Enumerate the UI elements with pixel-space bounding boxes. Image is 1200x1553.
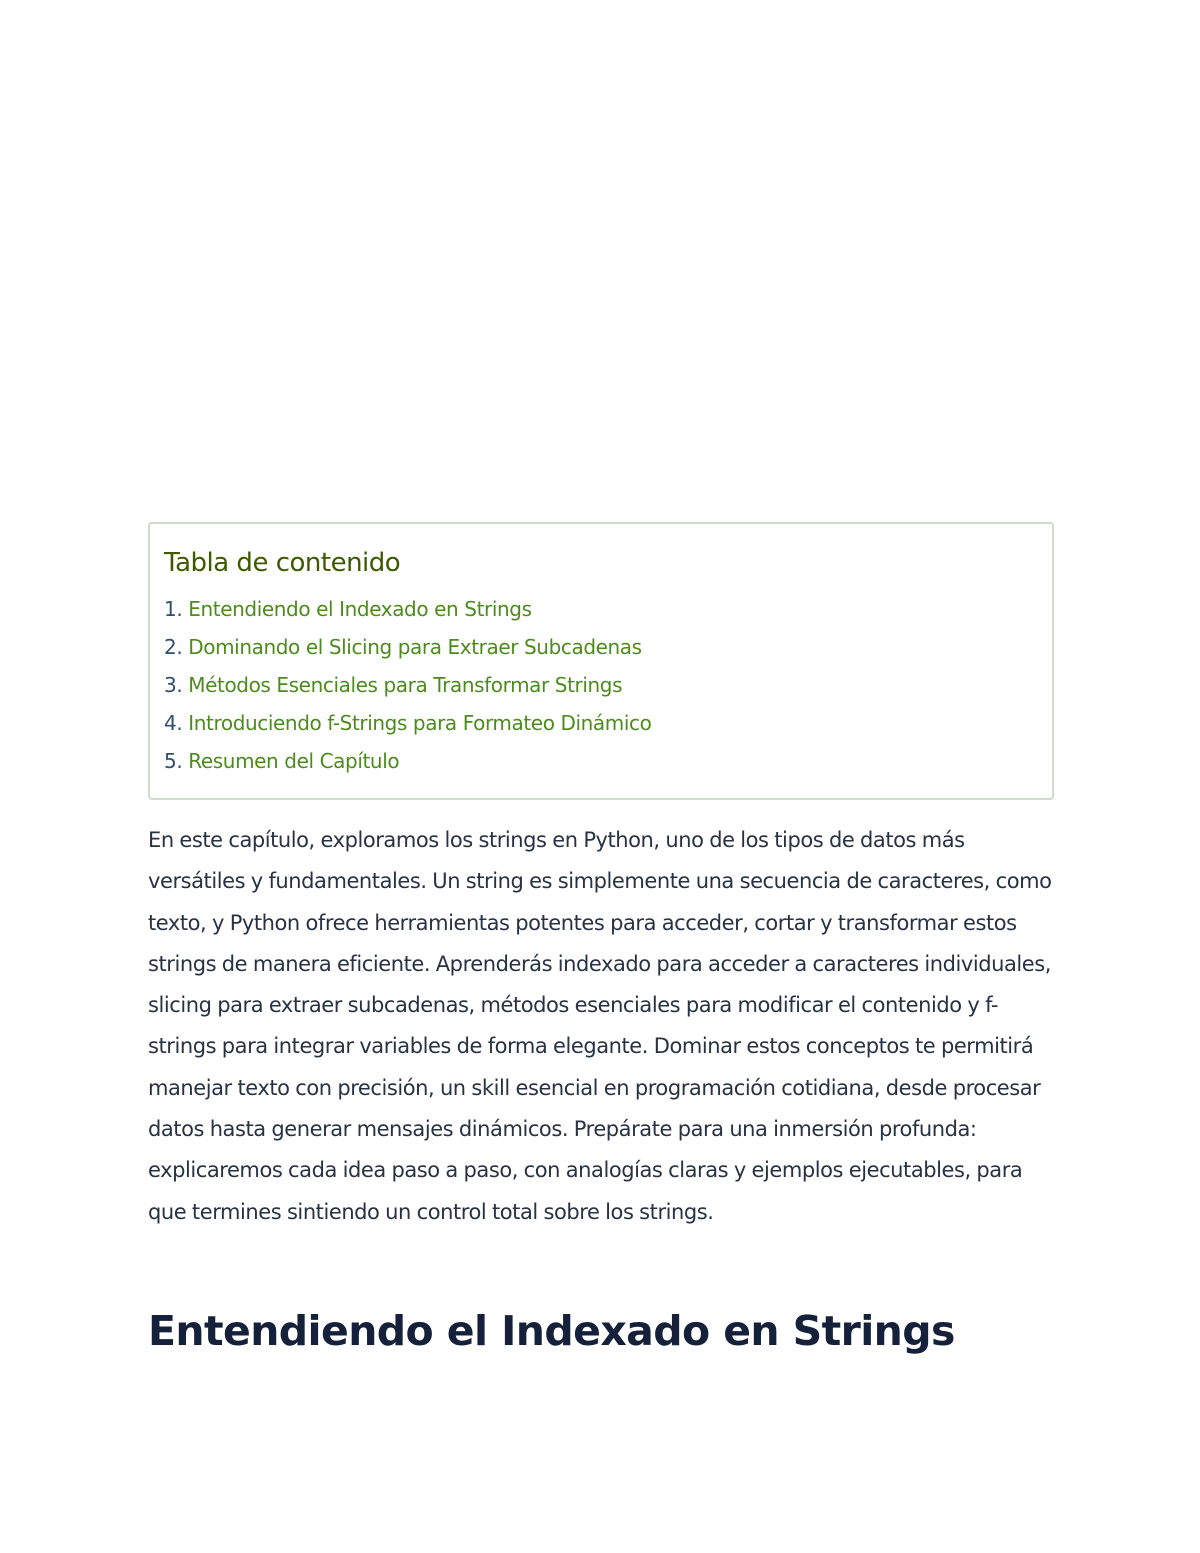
toc-title: Tabla de contenido bbox=[164, 548, 401, 578]
toc-item-number: 4. bbox=[164, 711, 183, 735]
toc-item-4 bbox=[164, 704, 1038, 742]
toc-item-3 bbox=[164, 666, 1038, 704]
toc-link-indexado[interactable]: Entendiendo el Indexado en Strings bbox=[188, 597, 532, 621]
toc-item-number: 2. bbox=[164, 635, 183, 659]
table-of-contents bbox=[148, 522, 1054, 800]
toc-item-2 bbox=[164, 628, 1038, 666]
section-heading: Entendiendo el Indexado en Strings bbox=[148, 1306, 955, 1355]
toc-item-5 bbox=[164, 742, 1038, 780]
intro-paragraph: En este capítulo, exploramos los strings en Python, uno de los tipos de datos más versátiles y fundamentales. Un string es simplemente una secuencia de caracteres, como texto, y Python ofrece herramientas potentes para acceder, cortar y transformar estos strings de manera eficiente. Aprenderás indexado para acceder a caracteres individuales, slicing para extraer subcadenas, métodos esenciales para modificar el contenido y f-strings para integrar variables de forma elegante. Dominar estos conceptos te permitirá manejar texto con precisión, un skill esencial en programación cotidiana, desde procesar datos hasta generar mensajes dinámicos. Prepárate para una inmersión profunda: explicaremos cada idea paso a paso, con analogías claras y ejemplos ejecutables, para que termines sintiendo un control total sobre los strings. bbox=[148, 828, 1052, 1224]
toc-link-resumen[interactable]: Resumen del Capítulo bbox=[188, 749, 400, 773]
toc-link-fstrings[interactable]: Introduciendo f-Strings para Formateo Dinámico bbox=[188, 711, 652, 735]
document-page bbox=[148, 522, 1054, 1359]
toc-item-1 bbox=[164, 590, 1038, 628]
toc-list bbox=[164, 590, 1038, 780]
toc-link-metodos[interactable]: Métodos Esenciales para Transformar Strings bbox=[188, 673, 623, 697]
toc-item-number: 3. bbox=[164, 673, 183, 697]
toc-item-number: 5. bbox=[164, 749, 183, 773]
toc-link-slicing[interactable]: Dominando el Slicing para Extraer Subcadenas bbox=[188, 635, 642, 659]
toc-item-number: 1. bbox=[164, 597, 183, 621]
